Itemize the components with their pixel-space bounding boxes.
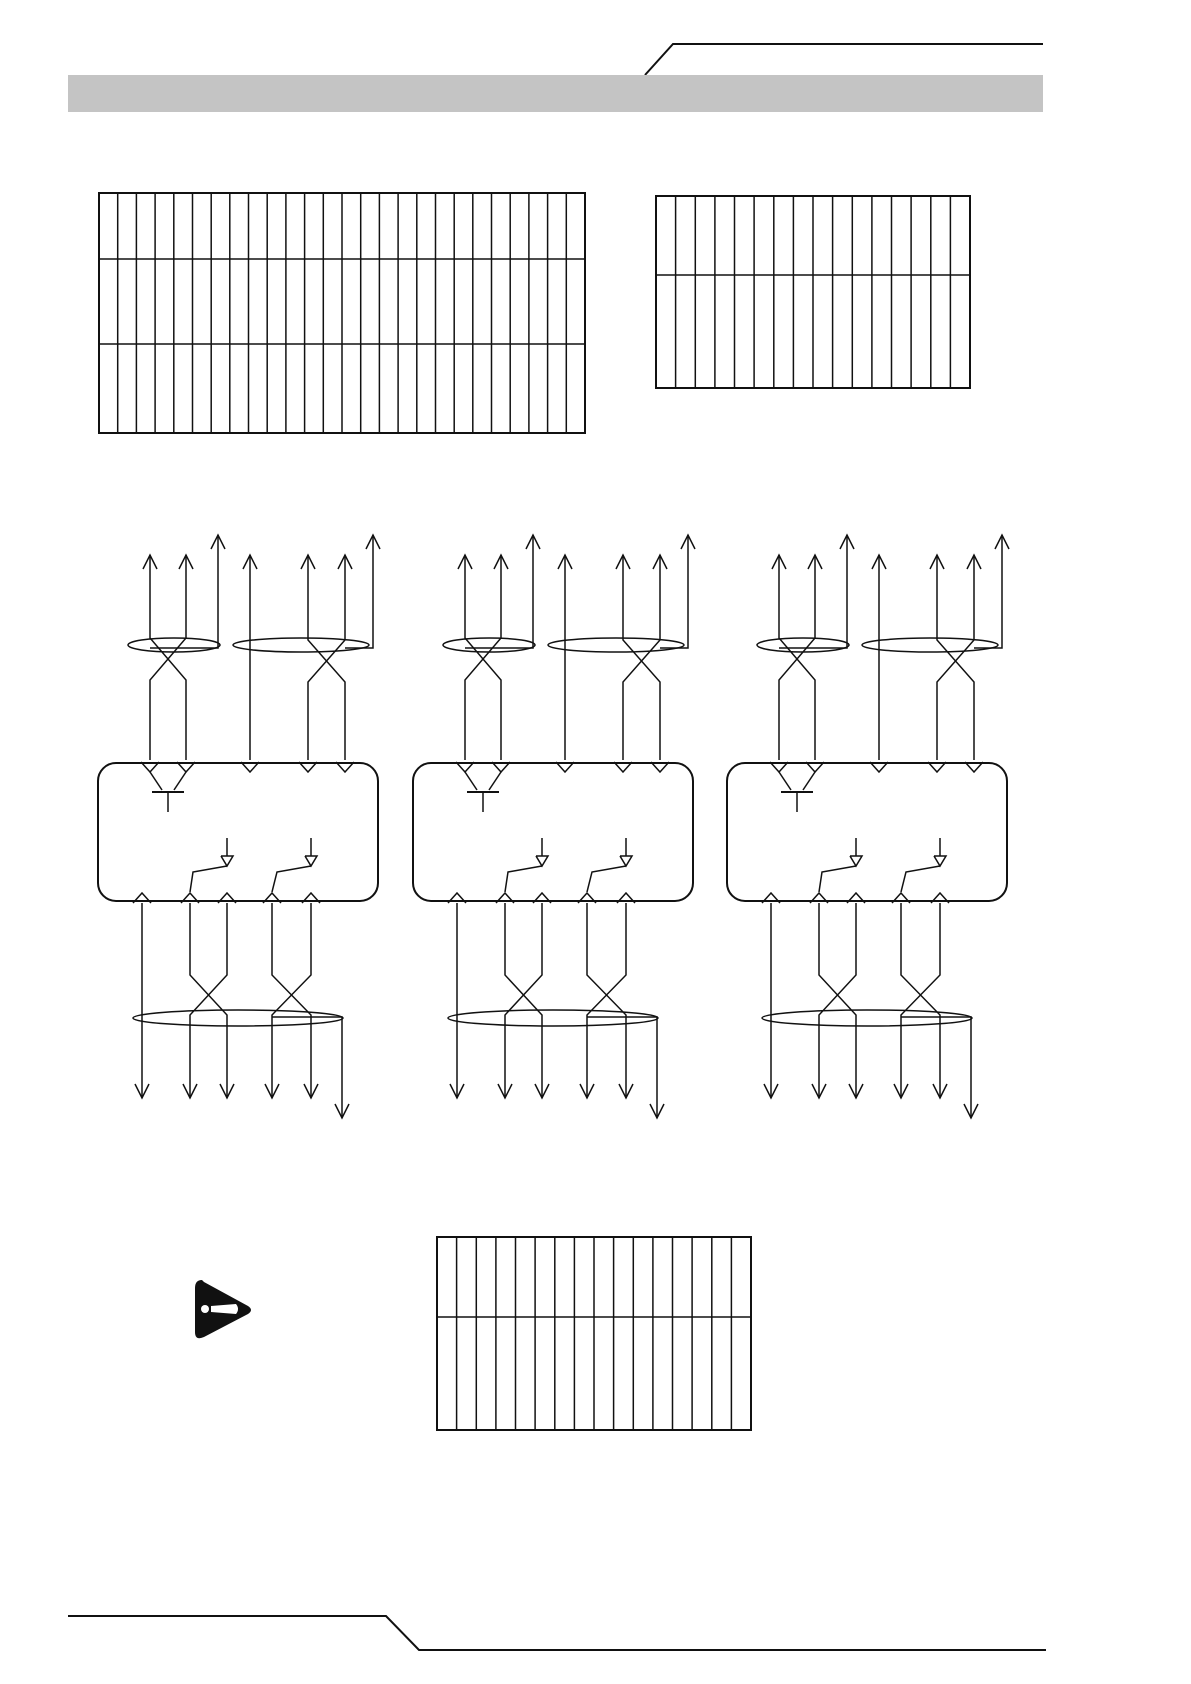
cable-bundle-top <box>548 638 684 652</box>
cable-bundle-top <box>443 638 535 652</box>
diode-symbol <box>620 856 632 866</box>
wire-bottom <box>190 903 227 1098</box>
wire-top <box>150 555 186 760</box>
transistor-lead <box>803 772 815 790</box>
page-footer <box>68 1616 1046 1650</box>
header-bar <box>68 75 1043 112</box>
footer-line <box>68 1616 1046 1650</box>
wire-bottom <box>901 1017 971 1118</box>
wire-top <box>623 555 660 760</box>
wire-top <box>779 555 815 760</box>
wire-bottom <box>587 903 626 1098</box>
wire-bottom <box>272 1017 342 1118</box>
diode-symbol <box>934 856 946 866</box>
wire-bottom <box>505 903 542 1098</box>
wire-bottom <box>587 903 626 1098</box>
wire-bottom <box>587 1017 657 1118</box>
connector-diagram-1 <box>98 535 380 1118</box>
wire-top <box>465 555 501 760</box>
wire-bottom <box>272 903 311 1098</box>
wire-top <box>660 535 688 648</box>
wire-top <box>150 535 218 648</box>
page-header <box>68 44 1043 112</box>
wire-bottom <box>901 903 940 1098</box>
wire-top <box>937 555 974 760</box>
device-enclosure <box>98 763 378 901</box>
wire-top <box>465 555 501 760</box>
table-top-right <box>656 196 970 388</box>
wire-bottom <box>819 903 856 1098</box>
device-enclosure <box>727 763 1007 901</box>
wire-top <box>465 535 533 648</box>
diode-symbol <box>221 856 233 866</box>
diode-symbol <box>536 856 548 866</box>
header-tab-line <box>645 44 1043 75</box>
wire-top <box>779 555 815 760</box>
transistor-lead <box>150 772 162 790</box>
wire-bottom <box>190 903 227 1098</box>
wire-top <box>937 555 974 760</box>
wire-top <box>308 555 345 760</box>
wire-bottom <box>505 903 542 1098</box>
warning-icon <box>195 1280 251 1338</box>
cable-bundle-top <box>233 638 369 652</box>
transistor-lead <box>174 772 186 790</box>
wire-top <box>345 535 373 648</box>
output-lead <box>587 866 626 892</box>
table-bottom <box>437 1237 751 1430</box>
cable-bundle-top <box>757 638 849 652</box>
transistor-lead <box>465 772 477 790</box>
cable-bundle-top <box>128 638 220 652</box>
wire-top <box>779 535 847 648</box>
diode-symbol <box>850 856 862 866</box>
wire-top <box>623 555 660 760</box>
transistor-lead <box>489 772 501 790</box>
output-lead <box>272 866 311 892</box>
wire-top <box>308 555 345 760</box>
wire-bottom <box>901 903 940 1098</box>
device-enclosure <box>413 763 693 901</box>
transistor-lead <box>779 772 791 790</box>
wire-top <box>974 535 1002 648</box>
output-lead <box>190 866 227 892</box>
connector-diagram-3 <box>727 535 1009 1118</box>
wire-bottom <box>819 903 856 1098</box>
diode-symbol <box>305 856 317 866</box>
wire-top <box>150 555 186 760</box>
output-lead <box>901 866 940 892</box>
wire-bottom <box>272 903 311 1098</box>
connector-diagram-2 <box>413 535 695 1118</box>
cable-bundle-top <box>862 638 998 652</box>
table-top-left <box>99 193 585 433</box>
output-lead <box>505 866 542 892</box>
output-lead <box>819 866 856 892</box>
